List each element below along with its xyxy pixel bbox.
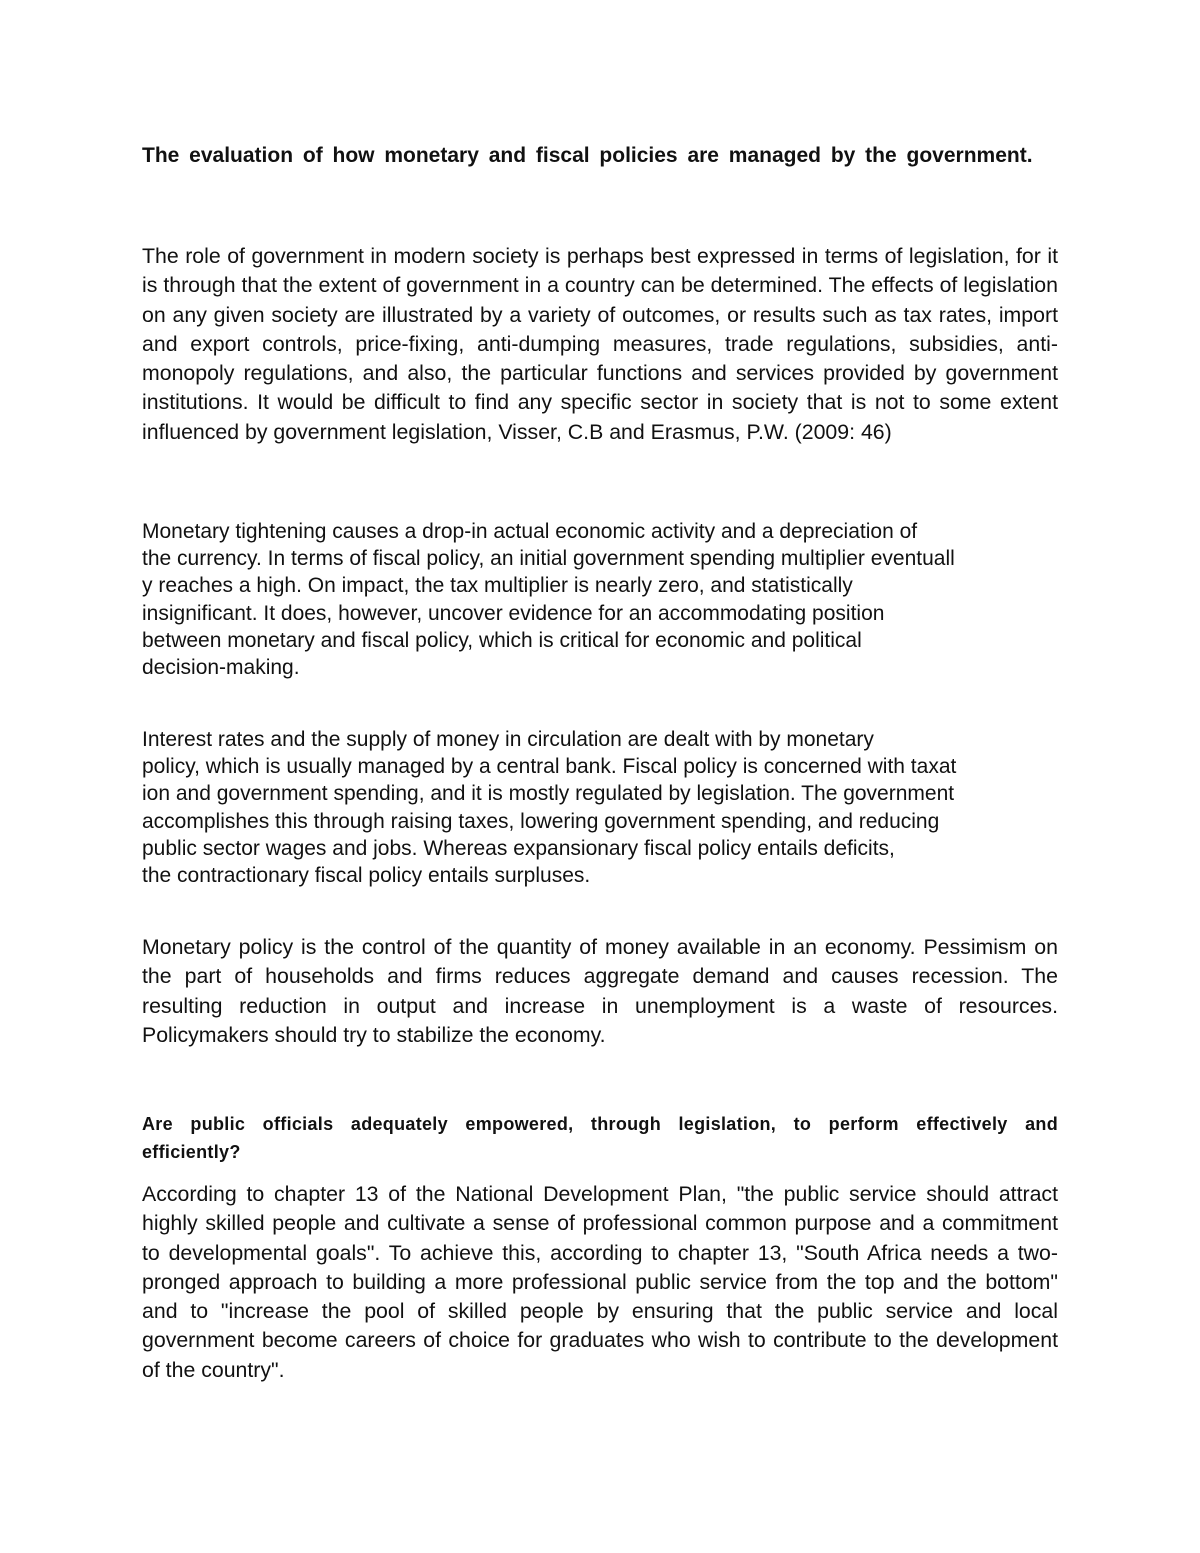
paragraph-role-of-government: The role of government in modern society is perhaps best expressed in terms of legislation, for it is through that the extent of government in a country can be determined. The effects of legislation on any given society are illustrated by a variety of outcomes, or results such as tax rates, import and export controls, price-fixing, anti-dumping measures, trade regulations, subsidies, anti-monopoly regulations, and also, the particular functions and services provided by government institutions. It would be difficult to find any specific sector in society that is not to some extent influenced by government legislation, Visser, C.B and Erasmus, P.W. (2009: 46) xyxy=(142,244,1058,444)
text-line: y reaches a high. On impact, the tax multiplier is nearly zero, and statistically xyxy=(142,574,853,598)
text-line: ion and government spending, and it is mostly regulated by legislation. The government xyxy=(142,782,955,806)
text-line: insignificant. It does, however, uncover evidence for an accommodating position xyxy=(142,601,885,625)
text-line: decision-making. xyxy=(142,656,300,680)
text-line: accomplishes this through raising taxes, lowering government spending, and reducing xyxy=(142,809,940,833)
text-line: Interest rates and the supply of money in circulation are dealt with by monetary xyxy=(142,728,874,751)
section-heading-policies: The evaluation of how monetary and fiscal policies are managed by the government. xyxy=(142,144,1033,167)
paragraph-monetary-policy-definition: Monetary policy is the control of the quantity of money available in an economy. Pessimism on the part of households and firms reduces aggregate demand and causes recession. The resulting reduction in output and increase in unemployment is a waste of resources. Policymakers should try to stabilize the economy. xyxy=(142,935,1058,1047)
text-line: Monetary tightening causes a drop-in actual economic activity and a depreciation of xyxy=(142,520,918,543)
text-line: the contractionary fiscal policy entails surpluses. xyxy=(142,864,591,888)
section-heading-public-officials: Are public officials adequately empowered, through legislation, to perform effectively and efficiently? xyxy=(142,1114,1058,1162)
paragraph-monetary-tightening xyxy=(142,518,1058,681)
document-page xyxy=(142,0,1058,1553)
paragraph-interest-rates xyxy=(142,726,1058,889)
text-line: policy, which is usually managed by a central bank. Fiscal policy is concerned with taxat xyxy=(142,755,957,779)
paragraph-national-development-plan: According to chapter 13 of the National Development Plan, "the public service should attract highly skilled people and cultivate a sense of professional common purpose and a commitment to developmental goals". To achieve this, according to chapter 13, "South Africa needs a two-pronged approach to building a more professional public service from the top and the bottom" and to "increase the pool of skilled people by ensuring that the public service and local government become careers of choice for graduates who wish to contribute to the development of the country". xyxy=(142,1182,1058,1382)
text-line: between monetary and fiscal policy, which is critical for economic and political xyxy=(142,628,862,652)
text-line: the currency. In terms of fiscal policy, an initial government spending multiplier eventuall xyxy=(142,547,955,571)
text-line: public sector wages and jobs. Whereas expansionary fiscal policy entails deficits, xyxy=(142,836,895,860)
